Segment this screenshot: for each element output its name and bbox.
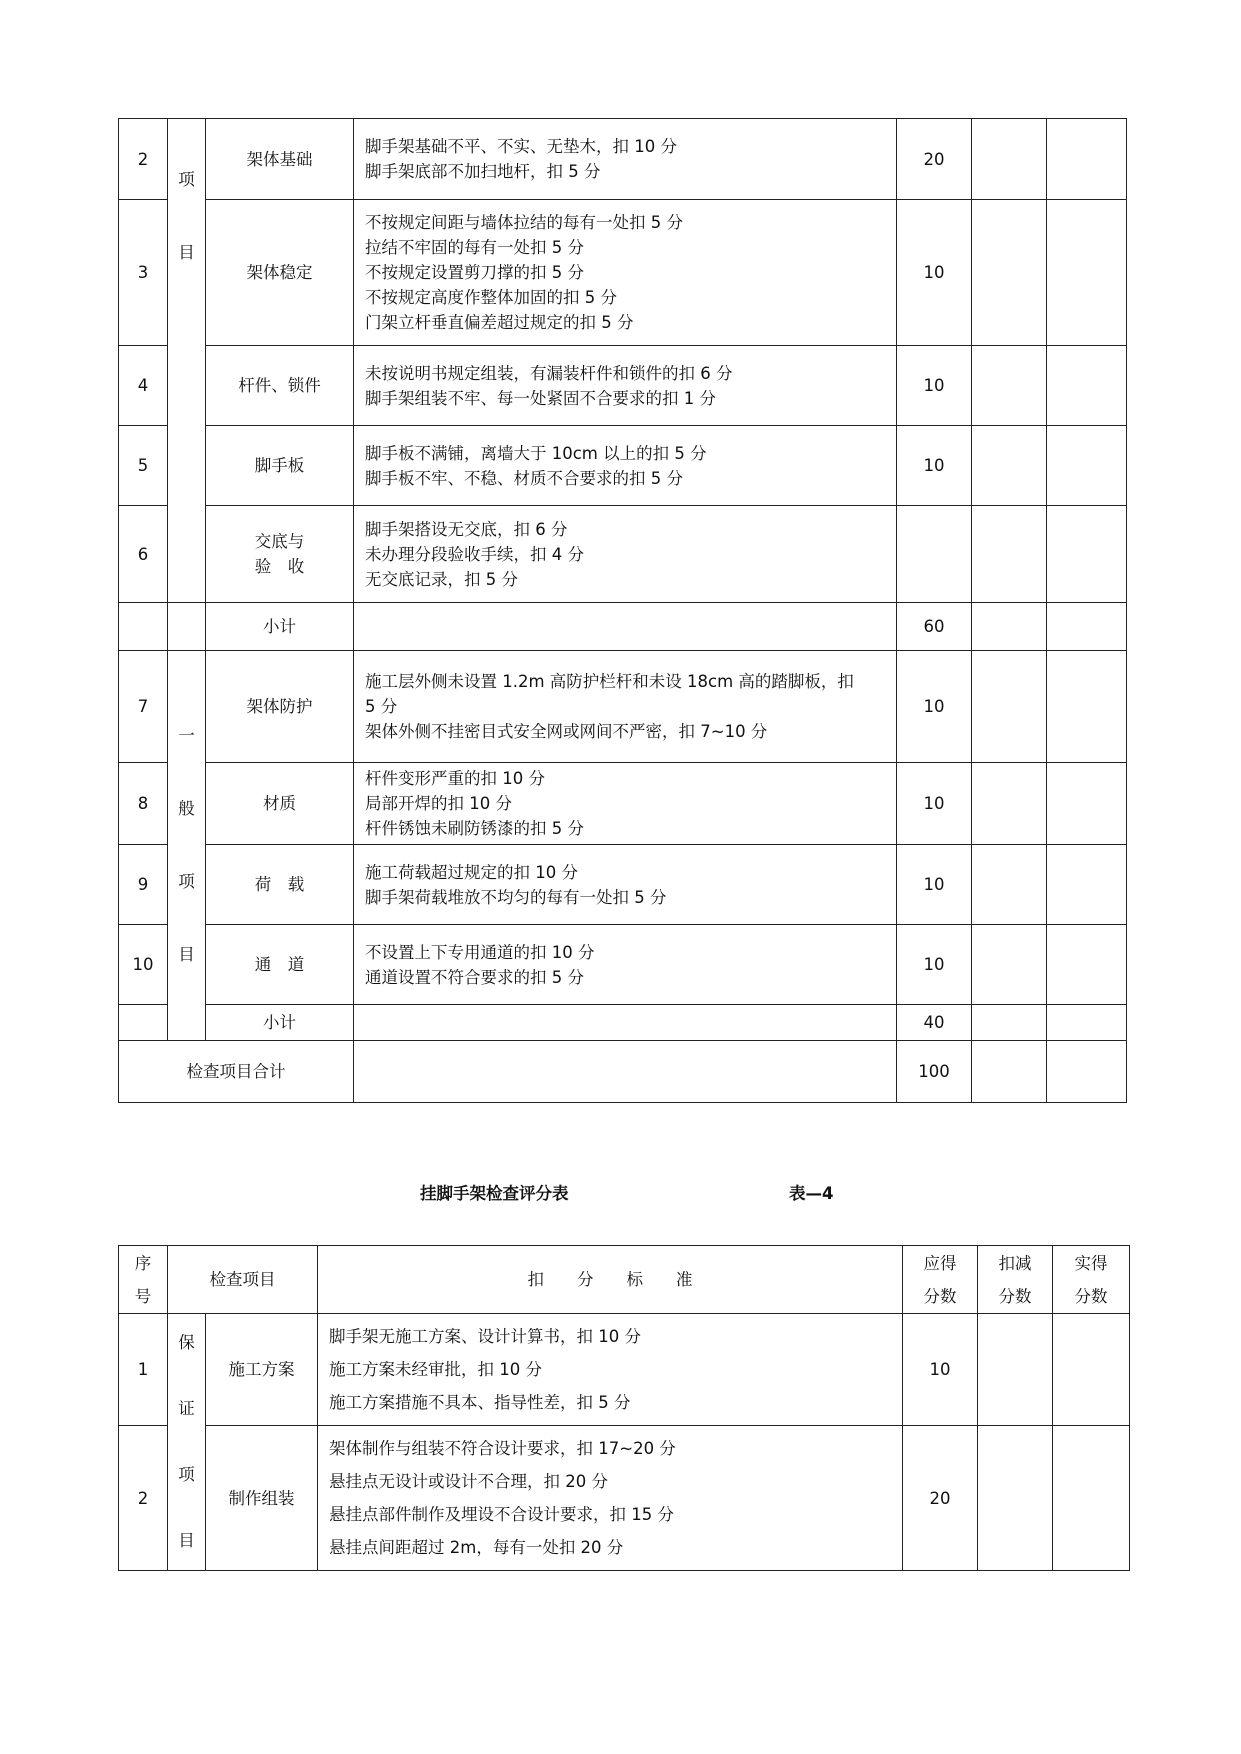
actual-score-cell[interactable] — [1047, 200, 1127, 346]
criteria-line: 局部开焊的扣 10 分 — [365, 794, 512, 813]
criteria-line: 不按规定设置剪刀撑的扣 5 分 — [365, 263, 584, 282]
table-row — [119, 346, 1127, 426]
table-row — [119, 200, 1127, 346]
group-char: 项 — [178, 1465, 195, 1484]
header-no — [119, 1246, 168, 1314]
check-item — [206, 506, 354, 603]
full-score: 10 — [897, 925, 972, 1005]
criteria-line: 无交底记录，扣 5 分 — [365, 569, 518, 589]
check-item: 架体基础 — [206, 119, 354, 200]
deduction-criteria — [354, 763, 897, 845]
deducted-score-cell[interactable] — [972, 426, 1047, 506]
row-number: 2 — [119, 1426, 168, 1571]
criteria-line: 不按规定间距与墙体拉结的每有一处扣 5 分 — [365, 213, 683, 232]
group-label-guarantee — [168, 119, 206, 603]
criteria-line: 通道设置不符合要求的扣 5 分 — [365, 967, 584, 987]
subtotal-row — [119, 603, 1127, 651]
criteria-line: 脚手架搭设无交底，扣 6 分 — [365, 519, 568, 539]
table-row — [119, 845, 1127, 925]
check-item: 荷 载 — [206, 845, 354, 925]
full-score: 20 — [903, 1426, 978, 1571]
header-check-item: 检查项目 — [168, 1246, 318, 1314]
row-number: 5 — [119, 426, 168, 506]
criteria-line: 脚手架基础不平、不实、无垫木，扣 10 分 — [365, 137, 677, 156]
deducted-score-cell[interactable] — [972, 845, 1047, 925]
row-number: 3 — [119, 200, 168, 346]
group-label-guarantee — [168, 1314, 206, 1571]
criteria-line: 脚手架无施工方案、设计计算书，扣 10 分 — [329, 1327, 641, 1346]
group-char: 目 — [178, 243, 195, 262]
deducted-score-cell[interactable] — [978, 1426, 1053, 1571]
check-item: 架体防护 — [206, 651, 354, 763]
group-char: 项 — [178, 872, 195, 891]
header-actual-score — [1053, 1246, 1130, 1314]
check-item: 制作组装 — [206, 1426, 318, 1571]
full-score — [897, 506, 972, 603]
deducted-score-cell[interactable] — [972, 1005, 1047, 1041]
row-number: 1 — [119, 1314, 168, 1426]
header-line: 实得 — [1074, 1253, 1108, 1273]
actual-score-cell[interactable] — [1053, 1426, 1130, 1571]
deducted-score-cell[interactable] — [972, 506, 1047, 603]
full-score: 10 — [903, 1314, 978, 1426]
check-item: 架体稳定 — [206, 200, 354, 346]
criteria-line: 脚手板不牢、不稳、材质不合要求的扣 5 分 — [365, 468, 683, 488]
total-row — [119, 1041, 1127, 1103]
deduction-criteria — [354, 651, 897, 763]
criteria-line: 脚手架组装不牢、每一处紧固不合要求的扣 1 分 — [365, 388, 716, 408]
table-row — [119, 925, 1127, 1005]
header-line: 序 — [134, 1253, 152, 1273]
criteria-line: 架体制作与组装不符合设计要求，扣 17~20 分 — [329, 1439, 676, 1458]
criteria-line: 施工荷载超过规定的扣 10 分 — [365, 862, 578, 882]
group-char: 保 — [178, 1333, 195, 1352]
deducted-score-cell[interactable] — [972, 1041, 1047, 1103]
deducted-score-cell[interactable] — [978, 1314, 1053, 1426]
header-row — [119, 1246, 1130, 1314]
full-score: 10 — [897, 763, 972, 845]
actual-score-cell[interactable] — [1047, 1005, 1127, 1041]
actual-score-cell[interactable] — [1047, 651, 1127, 763]
header-line: 分数 — [1074, 1286, 1108, 1306]
criteria-line: 门架立杆垂直偏差超过规定的扣 5 分 — [365, 313, 634, 332]
deduction-criteria — [318, 1314, 903, 1426]
deducted-score-cell[interactable] — [972, 119, 1047, 200]
table-row — [119, 426, 1127, 506]
full-score: 10 — [897, 845, 972, 925]
criteria-line: 未按说明书规定组装，有漏装杆件和锁件的扣 6 分 — [365, 363, 733, 383]
row-number: 9 — [119, 845, 168, 925]
row-number: 8 — [119, 763, 168, 845]
subtotal-label: 小计 — [206, 603, 354, 651]
table-row — [119, 1426, 1130, 1571]
table-row — [119, 119, 1127, 200]
full-score: 10 — [897, 426, 972, 506]
actual-score-cell[interactable] — [1047, 763, 1127, 845]
criteria-line: 脚手架底部不加扫地杆，扣 5 分 — [365, 162, 601, 181]
group-char: 一 — [178, 726, 195, 745]
criteria-line: 施工方案措施不具本、指导性差，扣 5 分 — [329, 1393, 631, 1412]
table-title: 挂脚手架检查评分表 — [420, 1184, 569, 1203]
subtotal-score: 40 — [897, 1005, 972, 1041]
criteria-line: 脚手架荷载堆放不均匀的每有一处扣 5 分 — [365, 887, 667, 907]
deduction-criteria — [354, 845, 897, 925]
group-char: 般 — [178, 799, 195, 818]
row-number: 2 — [119, 119, 168, 200]
actual-score-cell[interactable] — [1047, 845, 1127, 925]
criteria-line: 拉结不牢固的每有一处扣 5 分 — [365, 238, 584, 257]
deducted-score-cell[interactable] — [972, 763, 1047, 845]
table-row — [119, 763, 1127, 845]
header-deduct-score — [978, 1246, 1053, 1314]
criteria-line: 5 分 — [365, 697, 398, 716]
check-item: 材质 — [206, 763, 354, 845]
deduction-criteria — [354, 200, 897, 346]
table-row — [119, 1314, 1130, 1426]
actual-score-cell[interactable] — [1047, 506, 1127, 603]
check-item: 通 道 — [206, 925, 354, 1005]
full-score: 10 — [897, 651, 972, 763]
table-number: 表—4 — [789, 1184, 834, 1203]
group-char: 证 — [178, 1399, 195, 1418]
full-score: 20 — [897, 119, 972, 200]
group-label-general — [168, 651, 206, 1041]
header-line: 应得 — [923, 1253, 957, 1273]
criteria-line: 架体外侧不挂密目式安全网或网间不严密，扣 7~10 分 — [365, 722, 768, 741]
check-item: 施工方案 — [206, 1314, 318, 1426]
criteria-line: 悬挂点间距超过 2m，每有一处扣 20 分 — [329, 1538, 624, 1557]
criteria-line: 杆件变形严重的扣 10 分 — [365, 769, 545, 788]
subtotal-score: 60 — [897, 603, 972, 651]
criteria-line: 不设置上下专用通道的扣 10 分 — [365, 942, 595, 962]
deducted-score-cell[interactable] — [972, 925, 1047, 1005]
check-item-line: 交底与 — [254, 532, 305, 551]
criteria-line: 施工层外侧未设置 1.2m 高防护栏杆和未设 18cm 高的踏脚板，扣 — [365, 672, 854, 691]
table-row — [119, 506, 1127, 603]
criteria-line: 杆件锈蚀未刷防锈漆的扣 5 分 — [365, 819, 584, 838]
actual-score-cell[interactable] — [1047, 925, 1127, 1005]
full-score: 10 — [897, 200, 972, 346]
deduction-criteria — [354, 426, 897, 506]
scoring-table-continued — [118, 118, 1127, 1103]
actual-score-cell[interactable] — [1047, 603, 1127, 651]
row-number: 4 — [119, 346, 168, 426]
deducted-score-cell[interactable] — [972, 651, 1047, 763]
deduction-criteria — [354, 119, 897, 200]
group-char: 目 — [178, 1531, 195, 1550]
deduction-criteria — [354, 506, 897, 603]
row-number: 10 — [119, 925, 168, 1005]
header-line: 号 — [134, 1286, 152, 1306]
row-number: 7 — [119, 651, 168, 763]
criteria-line: 脚手板不满铺，离墙大于 10cm 以上的扣 5 分 — [365, 443, 707, 463]
hanging-scaffold-scoring-table — [118, 1245, 1130, 1571]
deducted-score-cell[interactable] — [972, 200, 1047, 346]
check-item: 脚手板 — [206, 426, 354, 506]
deduction-criteria — [318, 1426, 903, 1571]
check-item-line: 验 收 — [254, 557, 305, 576]
group-char: 目 — [178, 945, 195, 964]
full-score: 10 — [897, 346, 972, 426]
actual-score-cell[interactable] — [1047, 426, 1127, 506]
deducted-score-cell[interactable] — [972, 346, 1047, 426]
actual-score-cell[interactable] — [1047, 346, 1127, 426]
header-line: 分数 — [998, 1286, 1032, 1306]
criteria-line: 施工方案未经审批，扣 10 分 — [329, 1360, 542, 1379]
actual-score-cell[interactable] — [1047, 1041, 1127, 1103]
actual-score-cell[interactable] — [1053, 1314, 1130, 1426]
header-line: 分数 — [923, 1286, 957, 1306]
group-char: 项 — [178, 170, 195, 189]
header-criteria: 扣 分 标 准 — [318, 1246, 903, 1314]
criteria-line: 悬挂点部件制作及埋设不合设计要求，扣 15 分 — [329, 1505, 674, 1524]
header-line: 扣减 — [998, 1253, 1032, 1273]
criteria-line: 不按规定高度作整体加固的扣 5 分 — [365, 288, 617, 307]
row-number: 6 — [119, 506, 168, 603]
subtotal-label: 小计 — [206, 1005, 354, 1041]
total-score: 100 — [897, 1041, 972, 1103]
total-label: 检查项目合计 — [119, 1041, 354, 1103]
header-should-score — [903, 1246, 978, 1314]
deduction-criteria — [354, 925, 897, 1005]
table-row — [119, 651, 1127, 763]
actual-score-cell[interactable] — [1047, 119, 1127, 200]
criteria-line: 悬挂点无设计或设计不合理，扣 20 分 — [329, 1472, 608, 1491]
subtotal-row — [119, 1005, 1127, 1041]
criteria-line: 未办理分段验收手续，扣 4 分 — [365, 544, 584, 564]
check-item: 杆件、锁件 — [206, 346, 354, 426]
deducted-score-cell[interactable] — [972, 603, 1047, 651]
deduction-criteria — [354, 346, 897, 426]
